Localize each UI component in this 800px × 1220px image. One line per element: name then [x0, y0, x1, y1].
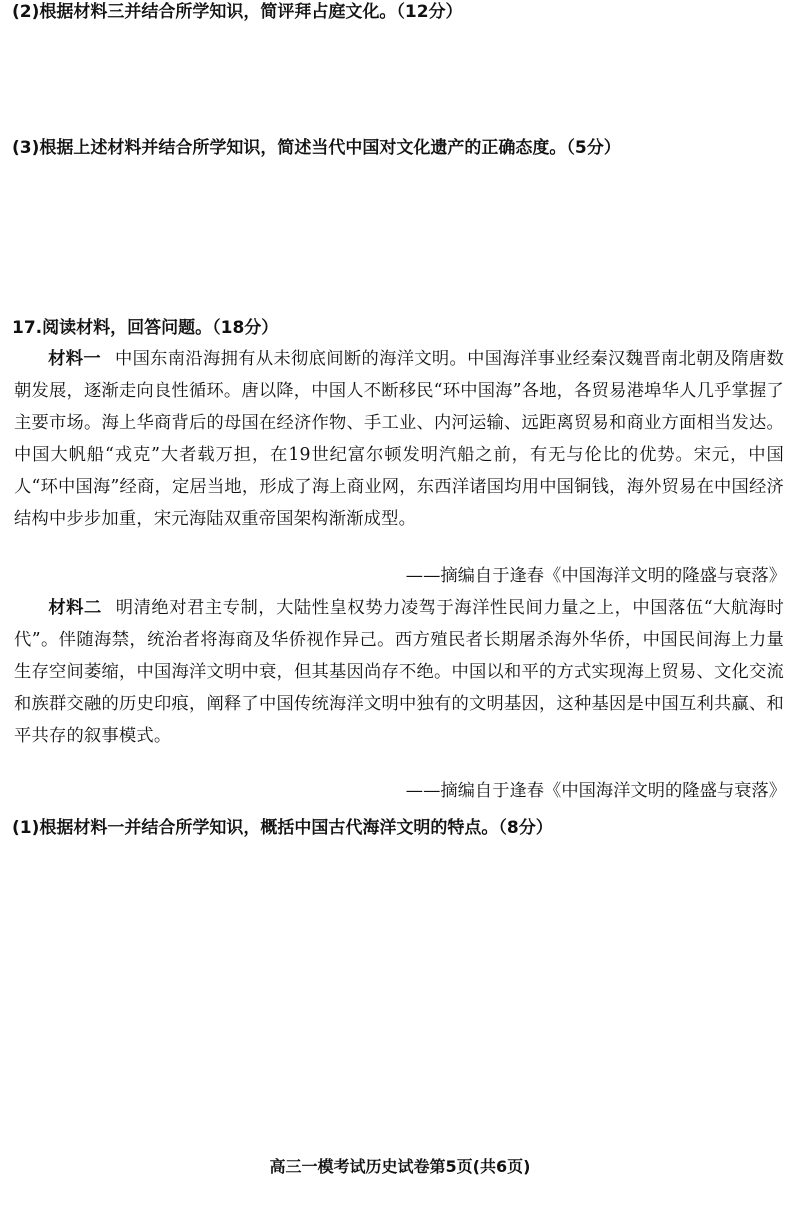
page-footer: 高三一模考试历史试卷第5页(共6页) [269, 1157, 531, 1176]
material-two-source: ——摘编自于逢春《中国海洋文明的隆盛与衰落》 [405, 781, 786, 801]
material-two [14, 592, 784, 752]
question-2: (2)根据材料三并结合所学知识，简评拜占庭文化。（12分） [12, 2, 463, 22]
material-two-label: 材料二 [48, 598, 102, 618]
material-one [14, 343, 784, 535]
question-3: (3)根据上述材料并结合所学知识，简述当代中国对文化遗产的正确态度。（5分） [12, 138, 621, 158]
material-one-text: 中国东南沿海拥有从未彻底间断的海洋文明。中国海洋事业经秦汉魏晋南北朝及隋唐数朝发展，逐渐走向良性循环。唐以降，中国人不断移民“环中国海”各地，各贸易港埠华人几乎掌握了主要市场。海上华商背后的母国在经济作物、手工业、内河运输、远距离贸易和商业方面相当发达。中国大帆船“戎克”大者载万担，在19世纪富尔顿发明汽船之前，有无与伦比的优势。宋元，中国人“环中国海”经商，定居当地，形成了海上商业网，东西洋诸国均用中国铜钱，海外贸易在中国经济结构中步步加重，宋元海陆双重帝国架构渐渐成型。 [14, 349, 784, 529]
material-one-source: ——摘编自于逢春《中国海洋文明的隆盛与衰落》 [405, 566, 786, 586]
question-17-sub-1: (1)根据材料一并结合所学知识，概括中国古代海洋文明的特点。（8分） [12, 818, 553, 838]
material-two-text: 明清绝对君主专制，大陆性皇权势力凌驾于海洋性民间力量之上，中国落伍“大航海时代”。伴随海禁，统治者将海商及华侨视作异己。西方殖民者长期屠杀海外华侨，中国民间海上力量生存空间萎缩，中国海洋文明中衰，但其基因尚存不绝。中国以和平的方式实现海上贸易、文化交流和族群交融的历史印痕，阐释了中国传统海洋文明中独有的文明基因，这种基因是中国互利共赢、和平共存的叙事模式。 [14, 598, 784, 746]
material-one-label: 材料一 [48, 349, 101, 369]
question-17-heading: 17.阅读材料，回答问题。（18分） [12, 318, 279, 338]
